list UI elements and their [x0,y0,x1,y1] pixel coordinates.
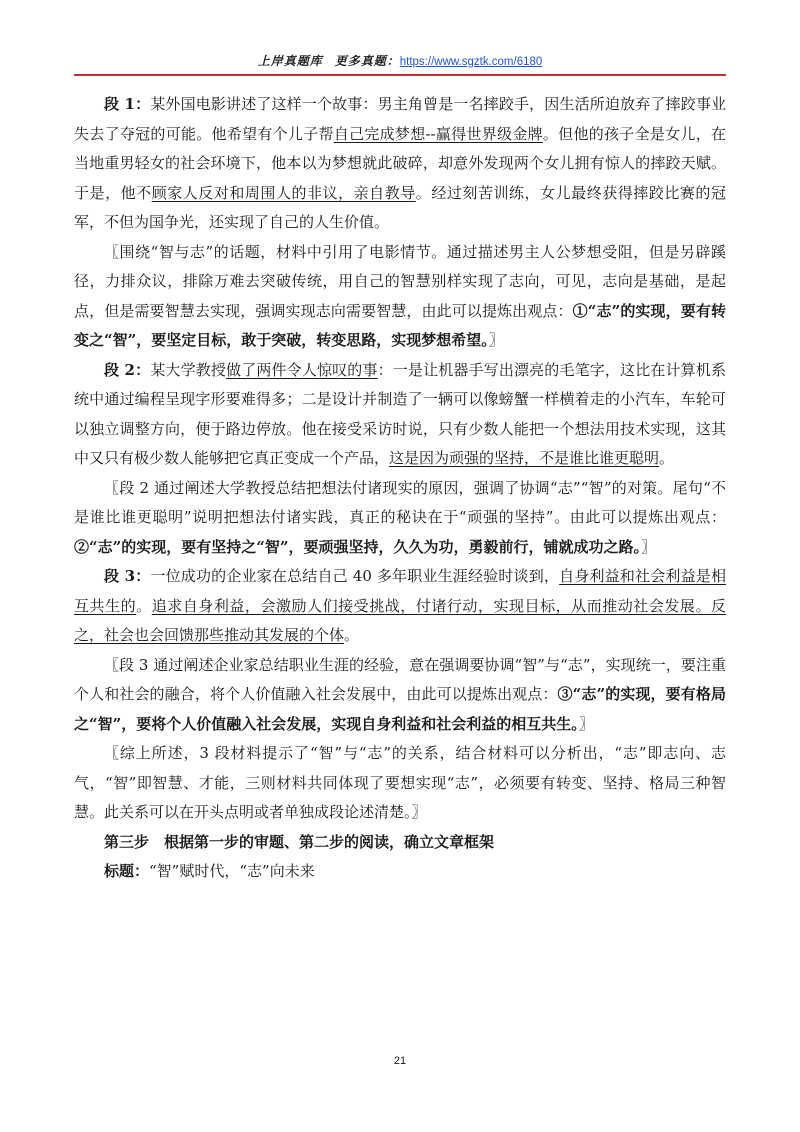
underline-text: 自身利益和社会利益是相互共生的 [74,567,726,615]
title-label: 标题： [104,862,150,880]
paragraph-1-label: 段 1： [104,95,151,113]
header-divider [74,74,726,76]
underline-text: 做了两件令人惊叹的事 [226,360,378,379]
header-separator [323,54,335,68]
essay-title [74,857,726,887]
viewpoint-3: ③“志”的实现，要有格局之“智”，要将个人价值融入社会发展，实现自身利益和社会利益的相互共生。 [74,685,726,733]
commentary-1: 〖围绕“智与志”的话题，材料中引用了电影情节。通过描述男主人公梦想受阻，但是另辟蹊径，力排众议，排除万难去突破传统，用自己的智慧别样实现了志向，可见，志向是基础，是起点，但是需要智慧去实现，强调实现志向需要智慧，由此可以提炼出观点：①“志”的实现，要有转变之“智”，要坚定目标，敢于突破，转变思路，实现梦想希望。〗 [74,242,726,349]
summary-paragraph: 〖综上所述，3 段材料提示了“智”与“志”的关系，结合材料可以分析出，“志”即志向、志气，“智”即智慧、才能，三则材料共同体现了要想实现“志”，必须要有转变、坚持、格局三种智慧。此关系可以在开头点明或者单独成段论述清楚。〗 [74,744,726,821]
paragraph-3: 段 3：一位成功的企业家在总结自己 40 多年职业生涯经验时谈到，自身利益和社会利益是相互共生的。追求自身利益，会激励人们接受挑战，付诸行动，实现目标，从而推动社会发展。反之，社会也会回馈那些推动其发展的个体。 [74,567,726,644]
brand-name: 上岸真题库 [257,54,323,68]
underline-text: 追求自身利益，会激励人们接受挑战，付诸行动，实现目标，从而推动社会发展。反之，社会也会回馈那些推动其发展的个体 [74,596,726,644]
paragraph-2: 段 2：某大学教授做了两件令人惊叹的事：一是让机器手写出漂亮的毛笔字，这比在计算机系统中通过编程呈现字形要难得多；二是设计并制造了一辆可以像螃蟹一样横着走的小汽车，车轮可以独立调整方向，便于路边停放。他在接受采访时说，只有少数人能把一个想法用技术实现，这其中又只有极少数人能够把它真正变成一个产品，这是因为顽强的坚持，不是谁比谁更聪明。 [74,360,726,467]
commentary-3: 〖段 3 通过阐述企业家总结职业生涯的经验，意在强调要协调“智”与“志”，实现统一，要注重个人和社会的融合，将个人价值融入社会发展中，由此可以提炼出观点：③“志”的实现，要有格局之“智”，要将个人价值融入社会发展，实现自身利益和社会利益的相互共生。〗 [74,655,726,733]
viewpoint-2: ②“志”的实现，要有坚持之“智”，要顽强坚持，久久为功，勇毅前行，铺就成功之路。 [74,537,642,556]
header-link[interactable]: https://www.sgztk.com/6180 [399,56,543,68]
step-3-heading: 第三步 根据第一步的审题、第二步的阅读，确立文章框架 [104,832,495,851]
page-number: 21 [393,1055,407,1067]
underline-text: 这是因为顽强的坚持，不是谁比谁更聪明 [389,449,660,467]
page-header [0,52,800,69]
viewpoint-1: ①“志”的实现，要有转变之“智”，要坚定目标，敢于突破，转变思路，实现梦想希望。 [74,301,726,349]
underline-text: 顾家人反对和周围人的非议，亲自教导 [151,183,416,202]
document-body [74,90,726,887]
underline-text: 自己完成梦想--赢得世界级金牌 [333,124,543,143]
paragraph-1: 段 1：某外国电影讲述了这样一个故事：男主角曾是一名摔跤手，因生活所迫放弃了摔跤事业失去了夺冠的可能。他希望有个儿子帮自己完成梦想--赢得世界级金牌。但他的孩子全是女儿，在当地重男轻女的社会环境下，他本以为梦想就此破碎，却意外发现两个女儿拥有惊人的摔跤天赋。于是，他不顾家人反对和周围人的非议，亲自教导。经过刻苦训练，女儿最终获得摔跤比赛的冠军，不但为国争光，还实现了自己的人生价值。 [74,95,726,231]
more-questions-label: 更多真题： [334,54,400,68]
paragraph-2-label: 段 2： [104,360,151,379]
commentary-2: 〖段 2 通过阐述大学教授总结把想法付诸现实的原因，强调了协调“志”“智”的对策。尾句“不是谁比谁更聪明”说明把想法付诸实践，真正的秘诀在于“顽强的坚持”。由此可以提炼出观点：②“志”的实现，要有坚持之“智”，要顽强坚持，久久为功，勇毅前行，铺就成功之路。〗 [74,478,726,556]
paragraph-3-label: 段 3： [104,567,151,585]
title-text: “智”赋时代，“志”向未来 [149,862,315,880]
